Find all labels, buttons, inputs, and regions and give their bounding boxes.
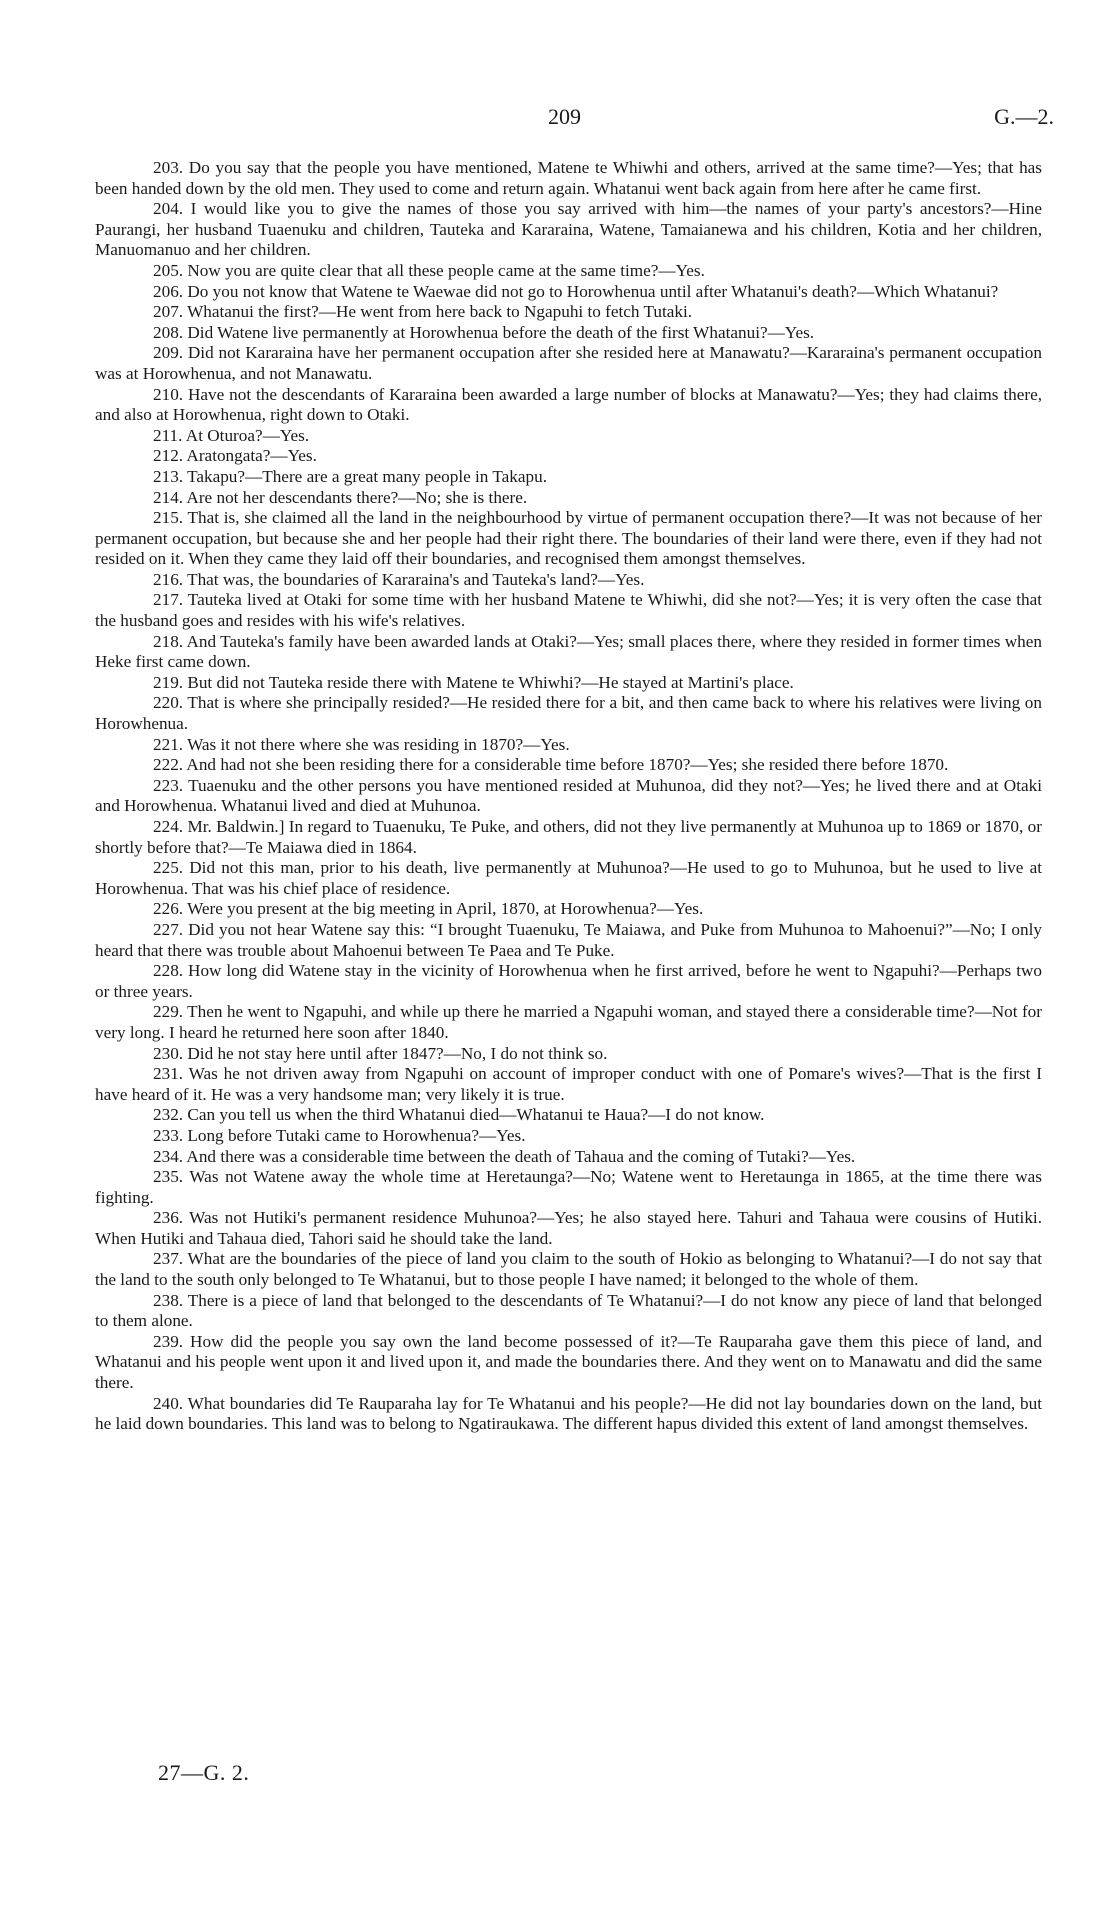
paragraph: 234. And there was a considerable time between the death of Tahaua and the coming of Tutaki?—Yes. — [153, 1146, 856, 1166]
paragraph: 236. Was not Hutiki's permanent residence Muhunoa?—Yes; he also stayed here. Tahuri and Tahaua were cousins of Hutiki. When Hutiki and Tahaua died, Tahori said he should take the land. — [95, 1208, 1042, 1248]
paragraph: 209. Did not Kararaina have her permanent occupation after she resided here at Manawatu?—Kararaina's permanent occupation was at Horowhenua, and not Manawatu. — [95, 343, 1042, 383]
paragraph: 226. Were you present at the big meeting in April, 1870, at Horowhenua?—Yes. — [153, 899, 704, 919]
paragraph: 203. Do you say that the people you have mentioned, Matene te Whiwhi and others, arrived at the same time?—Yes; that has been handed down by the old men. They used to come and return again. Whatanui went back again from here after he came first. — [95, 158, 1042, 198]
paragraph: 219. But did not Tauteka reside there with Matene te Whiwhi?—He stayed at Martini's place. — [153, 672, 794, 692]
paragraph: 212. Aratongata?—Yes. — [153, 446, 317, 466]
paragraph: 206. Do you not know that Watene te Waewae did not go to Horowhenua until after Whatanui's death?—Which Whatanui? — [153, 281, 999, 301]
paragraph: 211. At Oturoa?—Yes. — [153, 425, 310, 445]
paragraph: 217. Tauteka lived at Otaki for some time with her husband Matene te Whiwhi, did she not?—Yes; it is very often the case that the husband goes and resides with his wife's relatives. — [95, 590, 1042, 631]
page-number: 209 — [548, 104, 581, 129]
paragraph: 232. Can you tell us when the third Whatanui died—Whatanui te Haua?—I do not know. — [153, 1105, 765, 1125]
paragraph: 233. Long before Tutaki came to Horowhenua?—Yes. — [153, 1125, 526, 1145]
paragraph: 228. How long did Watene stay in the vicinity of Horowhenua when he first arrived, before he went to Ngapuhi?—Perhaps two or three years. — [95, 961, 1042, 1001]
paragraph: 210. Have not the descendants of Kararaina been awarded a large number of blocks at Manawatu?—Yes; they had claims there, and also at Horowhenua, right down to Otaki. — [95, 384, 1042, 425]
paragraph: 214. Are not her descendants there?—No; she is there. — [153, 487, 528, 507]
paragraph: 230. Did he not stay here until after 1847?—No, I do not think so. — [153, 1043, 608, 1063]
paragraph: 235. Was not Watene away the whole time at Heretaunga?—No; Watene went to Heretaunga in 1865, at the time there was fighting. — [95, 1167, 1042, 1207]
paragraph: 204. I would like you to give the names of those you say arrived with him—the names of your party's ancestors?—Hine Paurangi, her husband Tuaenuku and children, Tauteka and Kararaina, Watene, Tamaianewa and his children, Kotia and her children, Manuomanuo and her children. — [95, 199, 1042, 260]
paragraph: 207. Whatanui the first?—He went from here back to Ngapuhi to fetch Tutaki. — [153, 302, 693, 322]
paragraph: 239. How did the people you say own the land become possessed of it?—Te Rauparaha gave them this piece of land, and Whatanui and his people went upon it and lived upon it, and made the boundaries there. And they went on to Manawatu and did the same there. — [95, 1331, 1042, 1393]
paragraph: 227. Did you not hear Watene say this: “I brought Tuaenuku, Te Maiawa, and Puke from Muhunoa to Mahoenui?”—No; I only heard that there was trouble about Mahoenui between Te Paea and Te Puke. — [95, 919, 1042, 960]
paragraph: 216. That was, the boundaries of Kararaina's and Tauteka's land?—Yes. — [153, 569, 645, 589]
paragraph: 240. What boundaries did Te Rauparaha lay for Te Whatanui and his people?—He did not lay boundaries down on the land, but he laid down boundaries. This land was to belong to Ngatiraukawa. The different hapus divided this extent of land amongst themselves. — [95, 1393, 1042, 1434]
paragraph: 205. Now you are quite clear that all these people came at the same time?—Yes. — [153, 260, 705, 280]
document-reference: G.—2. — [994, 104, 1054, 129]
paragraph: 238. There is a piece of land that belonged to the descendants of Te Whatanui?—I do not know any piece of land that belonged to them alone. — [95, 1290, 1042, 1331]
page-footer-signature: 27—G. 2. — [158, 1760, 250, 1785]
paragraph: 224. Mr. Baldwin.] In regard to Tuaenuku, Te Puke, and others, did not they live permanently at Muhunoa up to 1869 or 1870, or shortly before that?—Te Maiawa died in 1864. — [95, 817, 1042, 857]
paragraph: 215. That is, she claimed all the land in the neighbourhood by virtue of permanent occupation there?—It was not because of her permanent occupation, but because she and her people had their right there. The boundaries of their land were there, even if they had not resided on it. When they came they laid off their boundaries, and recognised them amongst themselves. — [95, 508, 1042, 569]
paragraph: 223. Tuaenuku and the other persons you have mentioned resided at Muhunoa, did they not?—Yes; he lived there and at Otaki and Horowhenua. Whatanui lived and died at Muhunoa. — [95, 775, 1042, 816]
paragraph: 231. Was he not driven away from Ngapuhi on account of improper conduct with one of Pomare's wives?—That is the first I have heard of it. He was a very handsome man; very likely it is true. — [95, 1064, 1042, 1104]
paragraph: 220. That is where she principally resided?—He resided there for a bit, and then came back to where his relatives were living on Horowhenua. — [95, 693, 1042, 734]
paragraph: 237. What are the boundaries of the piece of land you claim to the south of Hokio as belonging to Whatanui?—I do not say that the land to the south only belonged to Te Whatanui, but to those people I have named; it belonged to the whole of them. — [95, 1249, 1042, 1290]
body-text — [95, 158, 1042, 1435]
paragraph: 229. Then he went to Ngapuhi, and while up there he married a Ngapuhi woman, and stayed there a considerable time?—Not for very long. I heard he returned here soon after 1840. — [95, 1002, 1042, 1042]
paragraph: 218. And Tauteka's family have been awarded lands at Otaki?—Yes; small places there, where they resided in former times when Heke first came down. — [95, 631, 1042, 672]
paragraph: 222. And had not she been residing there for a considerable time before 1870?—Yes; she resided there before 1870. — [153, 755, 949, 775]
page-header — [0, 104, 1114, 134]
paragraph: 213. Takapu?—There are a great many people in Takapu. — [153, 466, 548, 486]
paragraph: 225. Did not this man, prior to his death, live permanently at Muhunoa?—He used to go to Muhunoa, but he used to live at Horowhenua. That was his chief place of residence. — [95, 858, 1042, 898]
paragraph: 208. Did Watene live permanently at Horowhenua before the death of the first Whatanui?—Yes. — [153, 322, 815, 342]
paragraph: 221. Was it not there where she was residing in 1870?—Yes. — [153, 734, 570, 754]
